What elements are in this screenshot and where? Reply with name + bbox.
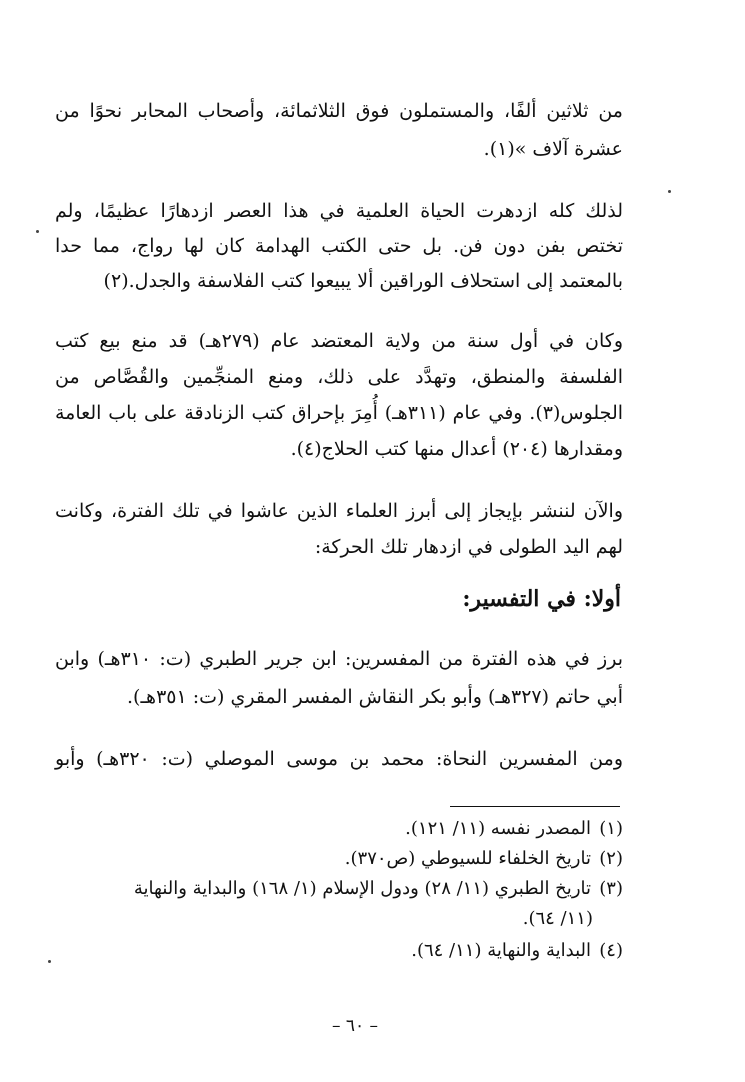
footnote <box>63 878 623 899</box>
body-line: ومقدارها (٢٠٤) أعدال منها كتب الحلاج(٤). <box>290 438 623 460</box>
footnote-text: البداية والنهاية (١١/ ٦٤). <box>411 940 591 961</box>
body-line: أبي حاتم (٣٢٧هـ) وأبو بكر النقاش المفسر المقري (ت: ٣٥١هـ). <box>127 686 623 708</box>
body-line: الجلوس(٣). وفي عام (٣١١هـ) أُمِرَ بإحراق كتب الزنادقة على باب العامة <box>55 402 624 424</box>
footnote-number: (٤) <box>599 940 623 961</box>
body-line: ومن المفسرين النحاة: محمد بن موسى الموصلي (ت: ٣٢٠هـ) وأبو <box>55 748 623 770</box>
scan-speck <box>668 190 671 193</box>
footnote-text: تاريخ الطبري (١١/ ٢٨) ودول الإسلام (١/ ١٦٨) والبداية والنهاية <box>133 878 591 899</box>
body-line: الفلسفة والمنطق، وتهدَّد على ذلك، ومنع المنجِّمين والقُصَّاص من <box>55 366 623 388</box>
body-line: بالمعتمد إلى استحلاف الوراقين ألا يبيعوا كتب الفلاسفة والجدل.(٢) <box>103 270 623 292</box>
footnote-continuation: (١١/ ٦٤). <box>522 908 593 929</box>
body-line: والآن لننشر بإيجاز إلى أبرز العلماء الذين عاشوا في تلك الفترة، وكانت <box>55 500 623 522</box>
body-line: تختص بفن دون فن. بل حتى الكتب الهدامة كان لها رواج، مما حدا <box>55 235 623 257</box>
footnote-text: المصدر نفسه (١١/ ١٢١). <box>405 818 591 839</box>
body-line: لذلك كله ازدهرت الحياة العلمية في هذا العصر ازدهارًا عظيمًا، ولم <box>55 200 623 222</box>
page-number: – ٦٠ – <box>331 1016 379 1036</box>
section-heading: أولا: في التفسير: <box>462 586 621 612</box>
body-line: لهم اليد الطولى في ازدهار تلك الحركة: <box>314 536 623 558</box>
footnote-text: تاريخ الخلفاء للسيوطي (ص٣٧٠). <box>344 848 591 869</box>
scan-speck <box>36 230 39 233</box>
footnote-separator <box>450 806 620 807</box>
footnote-number: (٣) <box>599 878 623 899</box>
footnote <box>63 818 623 839</box>
body-line: وكان في أول سنة من ولاية المعتضد عام (٢٧٩هـ) قد منع بيع كتب <box>55 330 623 352</box>
body-line: من ثلاثين ألفًا، والمستملون فوق الثلاثمائة، وأصحاب المحابر نحوًا من <box>55 100 623 122</box>
body-line: عشرة آلاف »(١). <box>483 138 623 160</box>
footnote <box>63 848 623 869</box>
footnote-number: (٢) <box>599 848 623 869</box>
footnote-number: (١) <box>599 818 623 839</box>
scan-speck <box>48 960 51 963</box>
footnote <box>63 940 623 961</box>
body-line: برز في هذه الفترة من المفسرين: ابن جرير الطبري (ت: ٣١٠هـ) وابن <box>55 648 623 670</box>
